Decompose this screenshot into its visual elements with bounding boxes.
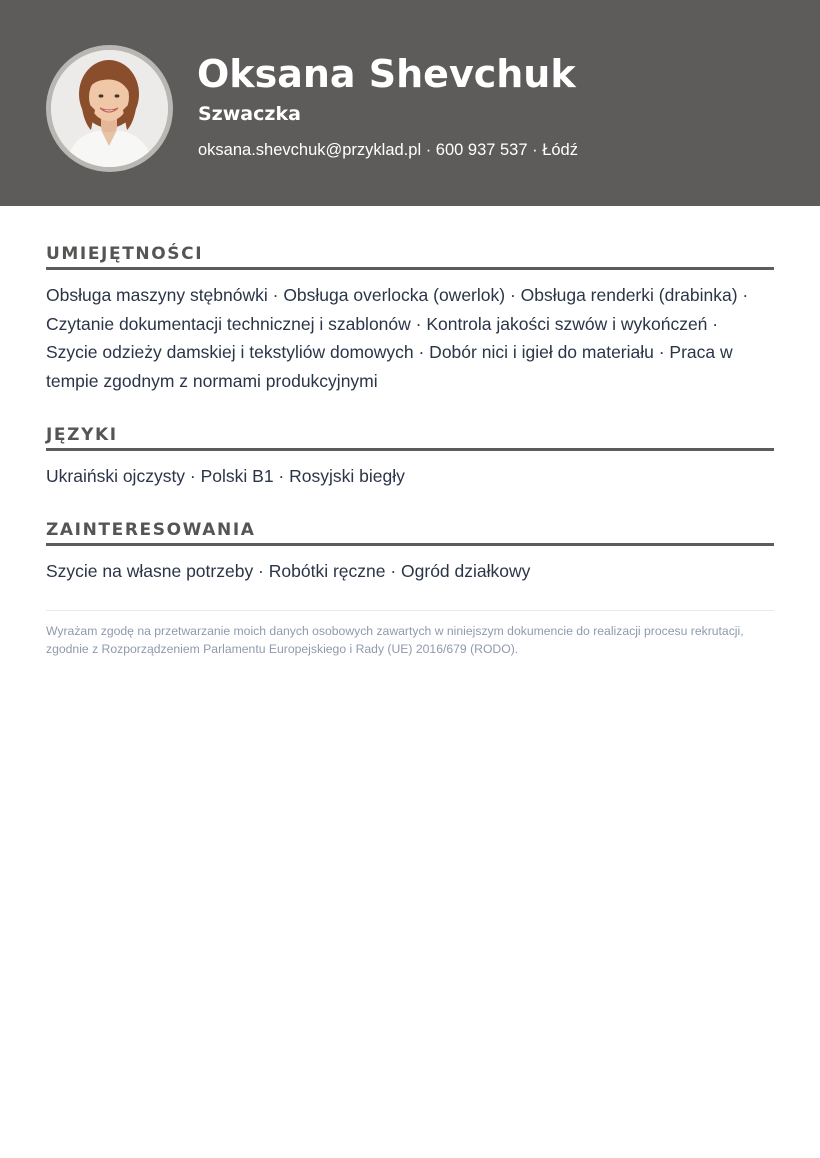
interests-rule	[46, 543, 774, 546]
interests-heading: ZAINTERESOWANIA	[46, 520, 256, 540]
gdpr-consent-clause: Wyrażam zgodę na przetwarzanie moich danych osobowych zawartych w niniejszym dokumencie do realizacji procesu rekrutacji, zgodnie z Rozporządzeniem Parlamentu Europejskiego i Rady (UE) 2016/679 (RODO).	[46, 624, 744, 656]
skills-text: Obsługa maszyny stębnówki · Obsługa overlocka (owerlok) · Obsługa renderki (drabinka) · Czytanie dokumentacji technicznej i szablonów · Kontrola jakości szwów i wykończeń · Szycie odzieży damskiej i tekstyliów domowych · Dobór nici i igieł do materiału · Praca w tempie zgodnym z normami produkcyjnymi	[46, 285, 749, 391]
languages-text: Ukraiński ojczysty · Polski B1 · Rosyjski biegły	[46, 466, 405, 486]
candidate-role: Szwaczka	[198, 103, 301, 125]
contact-line: oksana.shevchuk@przyklad.pl · 600 937 537 · Łódź	[198, 141, 578, 159]
skills-rule	[46, 267, 774, 270]
skills-section	[46, 243, 774, 395]
languages-heading: JĘZYKI	[46, 425, 118, 445]
portrait-illustration	[51, 50, 168, 167]
interests-section	[46, 519, 774, 586]
header-banner	[0, 0, 820, 206]
interests-text: Szycie na własne potrzeby · Robótki ręczne · Ogród działkowy	[46, 561, 531, 581]
skills-heading: UMIEJĘTNOŚCI	[46, 244, 204, 264]
languages-rule	[46, 448, 774, 451]
candidate-name: Oksana Shevchuk	[197, 52, 576, 96]
profile-photo	[46, 45, 173, 172]
languages-section	[46, 424, 774, 491]
footer-divider	[46, 610, 774, 611]
profile-photo-image	[51, 50, 168, 167]
